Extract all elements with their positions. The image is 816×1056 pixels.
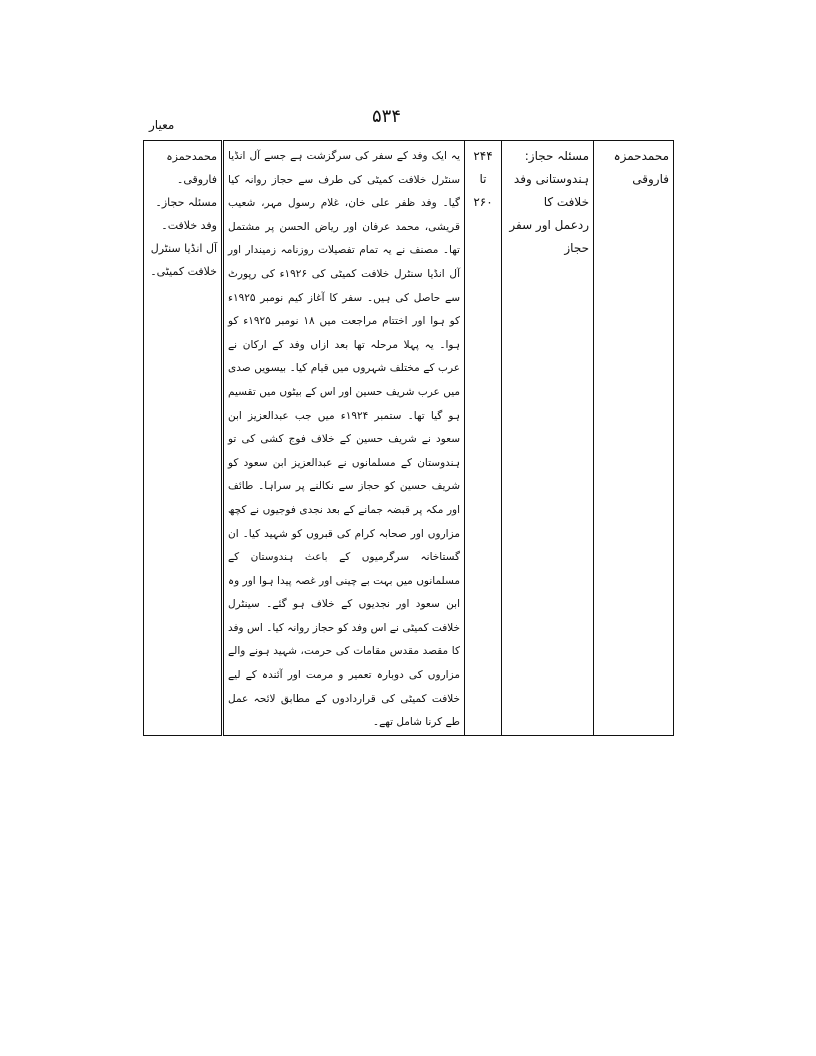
pages-cell xyxy=(465,141,502,736)
summary-cell: یہ ایک وفد کے سفر کی سرگزشت ہے جسے آل انڈیا سنٹرل خلافت کمیٹی کی طرف سے حجاز روانہ کیا گیا۔ وفد ظفر علی خان، غلام رسول مہر، شعیب قریشی، محمد عرفان اور ریاض الحسن پر مشتمل تھا۔ مصنف نے یہ تمام تفصیلات روزنامہ زمیندار اور آل انڈیا سنٹرل خلافت کمیٹی کی ۱۹۲۶ء کی رپورٹ سے حاصل کی ہیں۔ سفر کا آغاز کیم نومبر ۱۹۲۵ء کو ہوا اور اختتام مراجعت میں ۱۸ نومبر ۱۹۲۵ء کو ہوا۔ یہ پہلا مرحلہ تھا بعد ازاں وفد کے ارکان نے عرب کے مختلف شہروں میں قیام کیا۔ بیسویں صدی میں عرب شریف حسین اور اس کے بیٹوں میں تقسیم ہو گیا تھا۔ ستمبر ۱۹۲۴ء میں جب عبدالعزیز ابن سعود نے شریف حسین کے خلاف فوج کشی کی تو ہندوستان کے مسلمانوں نے عبدالعزیز ابن سعود کو شریف حسین کو حجاز سے نکالنے پر سراہا۔ طائف اور مکہ پر قبضہ جمانے کے بعد نجدی فوجیوں نے کچھ مزاروں اور صحابہ کرام کی قبروں کو شہید کیا۔ ان گستاخانہ سرگرمیوں کے باعث ہندوستان کے مسلمانوں میں بہت بے چینی اور غصہ پیدا ہوا اور وہ ابن سعود اور نجدیوں کے خلاف ہو گئے۔ سینٹرل خلافت کمیٹی نے اس وفد کو حجاز روانہ کیا۔ اس وفد کا مقصد مقدس مقامات کی حرمت، شہید ہونے والے مزاروں کی دوبارہ تعمیر و مرمت اور آئندہ کے لیے خلافت کمیٹی کی قراردادوں کے مطابق لائحہ عمل طے کرنا شامل تھے۔ xyxy=(223,141,465,736)
page-start: ۲۴۴ xyxy=(473,149,493,163)
table-row xyxy=(144,141,674,736)
subject-cell: مسئلہ حجاز: ہندوستانی وفد خلافت کا ردعمل اور سفر حجاز xyxy=(502,141,594,736)
author-cell: محمدحمزہ فاروقی xyxy=(594,141,674,736)
page-separator: تا xyxy=(479,172,487,186)
keyword-item: محمدحمزہ فاروقی۔ xyxy=(166,150,217,186)
page-end: ۲۶۰ xyxy=(473,195,493,209)
keyword-item: وفد خلافت۔ xyxy=(161,219,217,232)
index-table xyxy=(143,140,674,736)
journal-header: معیار xyxy=(149,118,175,132)
page-number: ۵۳۴ xyxy=(372,106,402,127)
keyword-item: مسئلہ حجاز۔ xyxy=(155,196,217,209)
keywords-cell xyxy=(144,141,223,736)
keyword-item: آل انڈیا سنٹرل خلافت کمیٹی۔ xyxy=(150,242,217,278)
